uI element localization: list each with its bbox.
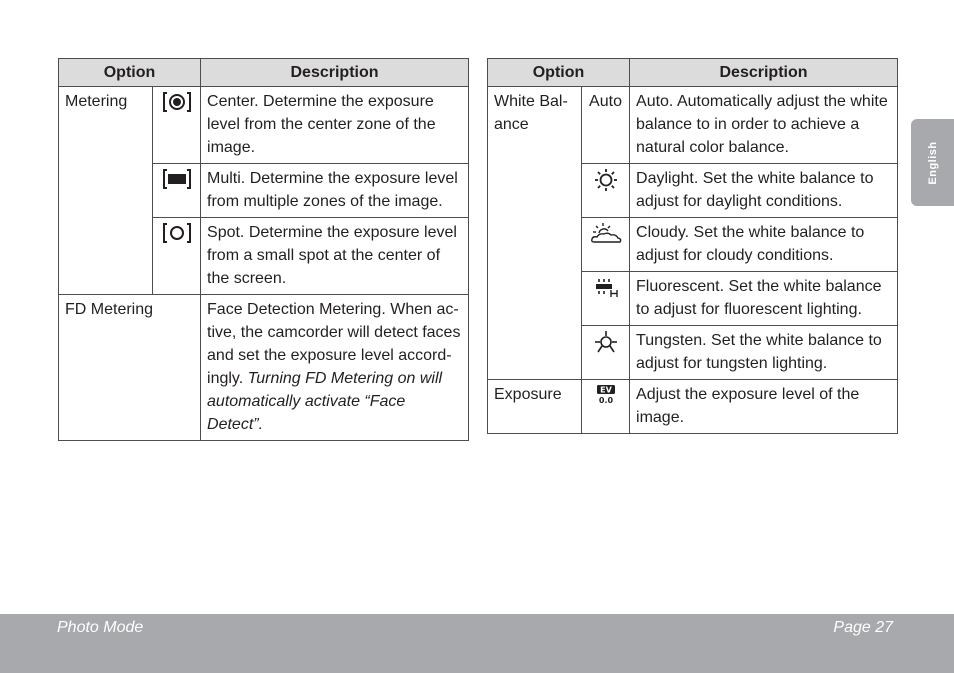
table-header-row <box>59 59 469 87</box>
tungsten-icon <box>591 329 621 355</box>
description-spot: Spot. Determine the exposure level from a small spot at the center of the screen. <box>201 218 469 295</box>
fd-description-text: Face Detection Metering. When ac-tive, the camcorder will detect faces and set the exposure level accord-ingly. <box>207 301 461 387</box>
icon-cell <box>582 272 630 326</box>
icon-cell <box>582 164 630 218</box>
ev-icon-label: EV <box>599 385 612 395</box>
multi-metering-icon <box>162 167 192 191</box>
footer-page-number: Page 27 <box>833 619 893 636</box>
description-daylight: Daylight. Set the white balance to adjust for daylight conditions. <box>630 164 898 218</box>
description-center: Center. Determine the exposure level from the center zone of the image. <box>201 87 469 164</box>
icon-cell <box>153 164 201 218</box>
option-header: Option <box>59 59 201 87</box>
description-multi: Multi. Determine the exposure level from multiple zones of the image. <box>201 164 469 218</box>
icon-cell <box>582 218 630 272</box>
daylight-icon <box>591 167 621 193</box>
table-header-row <box>488 59 898 87</box>
description-cloudy: Cloudy. Set the white balance to adjust for cloudy conditions. <box>630 218 898 272</box>
description-exposure: Adjust the exposure level of the image. <box>630 380 898 434</box>
description-auto: Auto. Automatically adjust the white balance to in order to achieve a natural color balance. <box>630 87 898 164</box>
white-balance-options-table <box>487 58 898 434</box>
footer-section-title: Photo Mode <box>57 619 144 636</box>
icon-cell <box>582 326 630 380</box>
table-row <box>59 87 469 164</box>
option-white-balance: White Bal-ance <box>488 87 582 380</box>
ev-icon-value: 0.0 <box>598 396 613 405</box>
option-metering: Metering <box>59 87 153 295</box>
description-fluorescent: Fluorescent. Set the white balance to adjust for fluorescent lighting. <box>630 272 898 326</box>
page-footer <box>0 614 954 673</box>
option-exposure: Exposure <box>488 380 582 434</box>
table-row <box>488 380 898 434</box>
icon-cell <box>582 380 630 434</box>
description-fd-metering <box>201 295 469 441</box>
option-fd-metering: FD Metering <box>59 295 201 441</box>
center-metering-icon <box>162 90 192 114</box>
fluorescent-icon <box>591 275 621 301</box>
language-label: English <box>926 140 939 185</box>
table-row <box>59 295 469 441</box>
spot-metering-icon <box>162 221 192 245</box>
metering-options-table <box>58 58 469 441</box>
exposure-ev-icon <box>591 383 621 407</box>
description-tungsten: Tungsten. Set the white balance to adjust for tungsten lighting. <box>630 326 898 380</box>
icon-cell <box>153 218 201 295</box>
setting-auto: Auto <box>582 87 630 164</box>
icon-cell <box>153 87 201 164</box>
language-tab <box>911 119 954 206</box>
table-row <box>488 87 898 164</box>
fd-note: Turning FD Metering on will automatically activate “Face Detect”. <box>207 370 443 433</box>
option-header: Option <box>488 59 630 87</box>
description-header: Description <box>201 59 469 87</box>
cloudy-icon <box>589 221 623 247</box>
description-header: Description <box>630 59 898 87</box>
